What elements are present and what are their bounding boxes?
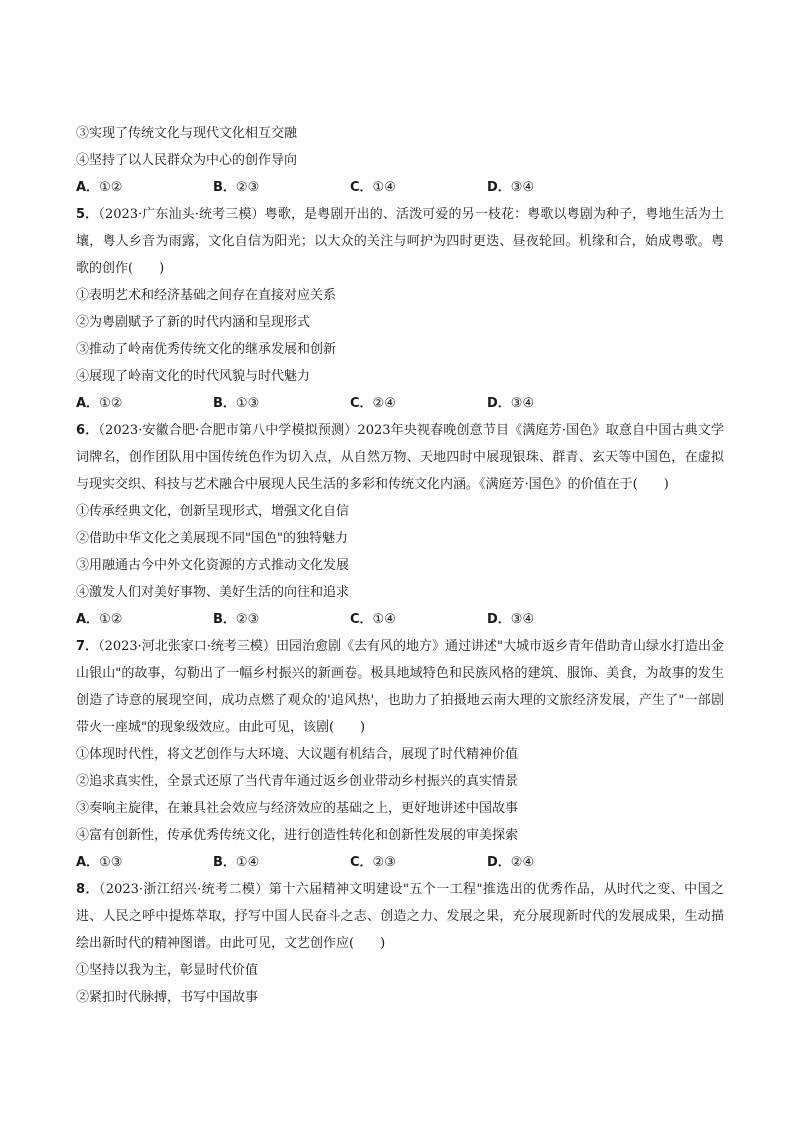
statement: ②紧扣时代脉搏，书写中国故事 [76, 990, 259, 1005]
page-content [76, 120, 724, 1011]
choice-a [76, 606, 213, 633]
choice-label: A． [76, 855, 100, 870]
statement: ③实现了传统文化与现代文化相互交融 [76, 126, 298, 141]
statement: ①传承经典文化，创新呈现形式，增强文化自信 [76, 504, 350, 519]
question-stem [76, 633, 724, 741]
choice-text: ①③ [235, 396, 260, 411]
choice-text: ②④ [510, 855, 535, 870]
choice-text: ②④ [372, 396, 396, 411]
choice-label: D． [487, 396, 511, 411]
choice-c [350, 174, 487, 201]
choice-label: D． [487, 855, 511, 870]
question-text: （2023·河北张家口·统考三模）田园治愈剧《去有风的地方》通过讲述"大城市返乡青年借助青山绿水打造出金山银山"的故事，勾勒出了一幅乡村振兴的新画卷。极具地域特色和民族风格的建筑、服饰、美食，为故事的发生创造了诗意的展现空间，成功点燃了观众的'追风热'，也助力了拍摄地云南大理的文旅经济发展，产生了"一部剧带火一座城"的现象级效应。由此可见，该剧( ) [76, 639, 724, 735]
choice-text: ③④ [510, 396, 535, 411]
question-text: （2023·广东汕头·统考三模）粤歌，是粤剧开出的、活泼可爱的另一枝花：粤歌以粤剧为种子，粤地生活为土壤，粤人乡音为雨露，文化自信为阳光；以大众的关注与呵护为四时更迭、昼夜轮回。机缘和合，始成粤歌。粤歌的创作( ) [76, 207, 725, 276]
choice-c [350, 606, 487, 633]
statement: ③用融通古今中外文化资源的方式推动文化发展 [76, 558, 350, 573]
statement: ③奏响主旋律，在兼具社会效应与经济效应的基础之上，更好地讲述中国故事 [76, 801, 519, 816]
choice-d [487, 606, 624, 633]
statement: ④富有创新性，传承优秀传统文化，进行创造性转化和创新性发展的审美探索 [76, 828, 519, 843]
statement: ④展现了岭南文化的时代风貌与时代魅力 [76, 369, 311, 384]
choice-text: ①② [99, 612, 123, 627]
question-8 [76, 876, 724, 1011]
answer-choices [76, 606, 724, 633]
choice-label: B． [213, 396, 236, 411]
question-text: （2023·浙江绍兴·统考二模）第十六届精神文明建设"五个一工程"推选出的优秀作品，从时代之变、中国之进、人民之呼中提炼萃取，抒写中国人民奋斗之志、创造之力、发展之果，充分展现新时代的发展成果，生动描绘出新时代的精神图谱。由此可见，文艺创作应( ) [76, 882, 725, 951]
choice-label: D． [487, 612, 511, 627]
answer-choices [76, 174, 724, 201]
choice-d [487, 174, 624, 201]
statement: ②追求真实性，全景式还原了当代青年通过返乡创业带动乡村振兴的真实情景 [76, 774, 519, 789]
choice-a [76, 849, 213, 876]
choice-label: C． [350, 180, 373, 195]
statement: ④激发人们对美好事物、美好生活的向往和追求 [76, 585, 350, 600]
choice-text: ③④ [510, 180, 535, 195]
question-number: 7． [76, 639, 99, 654]
question-6 [76, 417, 724, 633]
choice-text: ①② [99, 180, 123, 195]
statement: ②借助中华文化之美展现不同"国色"的独特魅力 [76, 531, 348, 546]
choice-label: A． [76, 180, 100, 195]
choice-c [350, 849, 487, 876]
choice-text: ①④ [235, 855, 260, 870]
choice-c [350, 390, 487, 417]
choice-label: B． [213, 180, 236, 195]
answer-choices [76, 390, 724, 417]
choice-label: A． [76, 612, 100, 627]
choice-text: ①② [99, 396, 123, 411]
statement: ③推动了岭南优秀传统文化的继承发展和创新 [76, 342, 337, 357]
statement: ①体现时代性，将文艺创作与大环境、大议题有机结合，展现了时代精神价值 [76, 747, 519, 762]
question-list [76, 201, 724, 1011]
choice-label: D． [487, 180, 511, 195]
question-stem [76, 201, 724, 282]
choice-a [76, 174, 213, 201]
choice-text: ②③ [235, 612, 260, 627]
question-number: 6． [76, 423, 99, 438]
choice-label: C． [350, 612, 373, 627]
continuation-block [76, 120, 724, 201]
statement: ②为粤剧赋予了新的时代内涵和呈现形式 [76, 315, 311, 330]
answer-choices [76, 849, 724, 876]
statement: ①表明艺术和经济基础之间存在直接对应关系 [76, 288, 337, 303]
choice-d [487, 849, 624, 876]
choice-label: C． [350, 396, 373, 411]
statement: ①坚持以我为主，彰显时代价值 [76, 963, 259, 978]
question-stem [76, 876, 724, 957]
choice-text: ②③ [235, 180, 260, 195]
choice-label: C． [350, 855, 373, 870]
choice-text: ①④ [372, 612, 396, 627]
question-stem [76, 417, 724, 498]
question-text: （2023·安徽合肥·合肥市第八中学模拟预测）2023年央视春晚创意节目《满庭芳·国色》取意自中国古典文学词牌名，创作团队用中国传统色作为切入点，从自然万物、天地四时中展现银珠、群青、玄天等中国色，在虚拟与现实交织、科技与艺术融合中展现人民生活的多彩和传统文化内涵。《满庭芳·国色》的价值在于( ) [76, 423, 724, 492]
choice-d [487, 390, 624, 417]
question-7 [76, 633, 724, 876]
choice-b [213, 390, 350, 417]
choice-label: B． [213, 855, 236, 870]
question-5 [76, 201, 724, 417]
choice-b [213, 174, 350, 201]
question-number: 8． [76, 882, 99, 897]
question-number: 5． [76, 207, 99, 222]
choice-text: ①④ [372, 180, 396, 195]
statement: ④坚持了以人民群众为中心的创作导向 [76, 153, 298, 168]
choice-text: ②③ [372, 855, 396, 870]
choice-label: A． [76, 396, 100, 411]
choice-text: ③④ [510, 612, 535, 627]
choice-label: B． [213, 612, 236, 627]
choice-a [76, 390, 213, 417]
choice-b [213, 606, 350, 633]
choice-text: ①③ [99, 855, 123, 870]
choice-b [213, 849, 350, 876]
